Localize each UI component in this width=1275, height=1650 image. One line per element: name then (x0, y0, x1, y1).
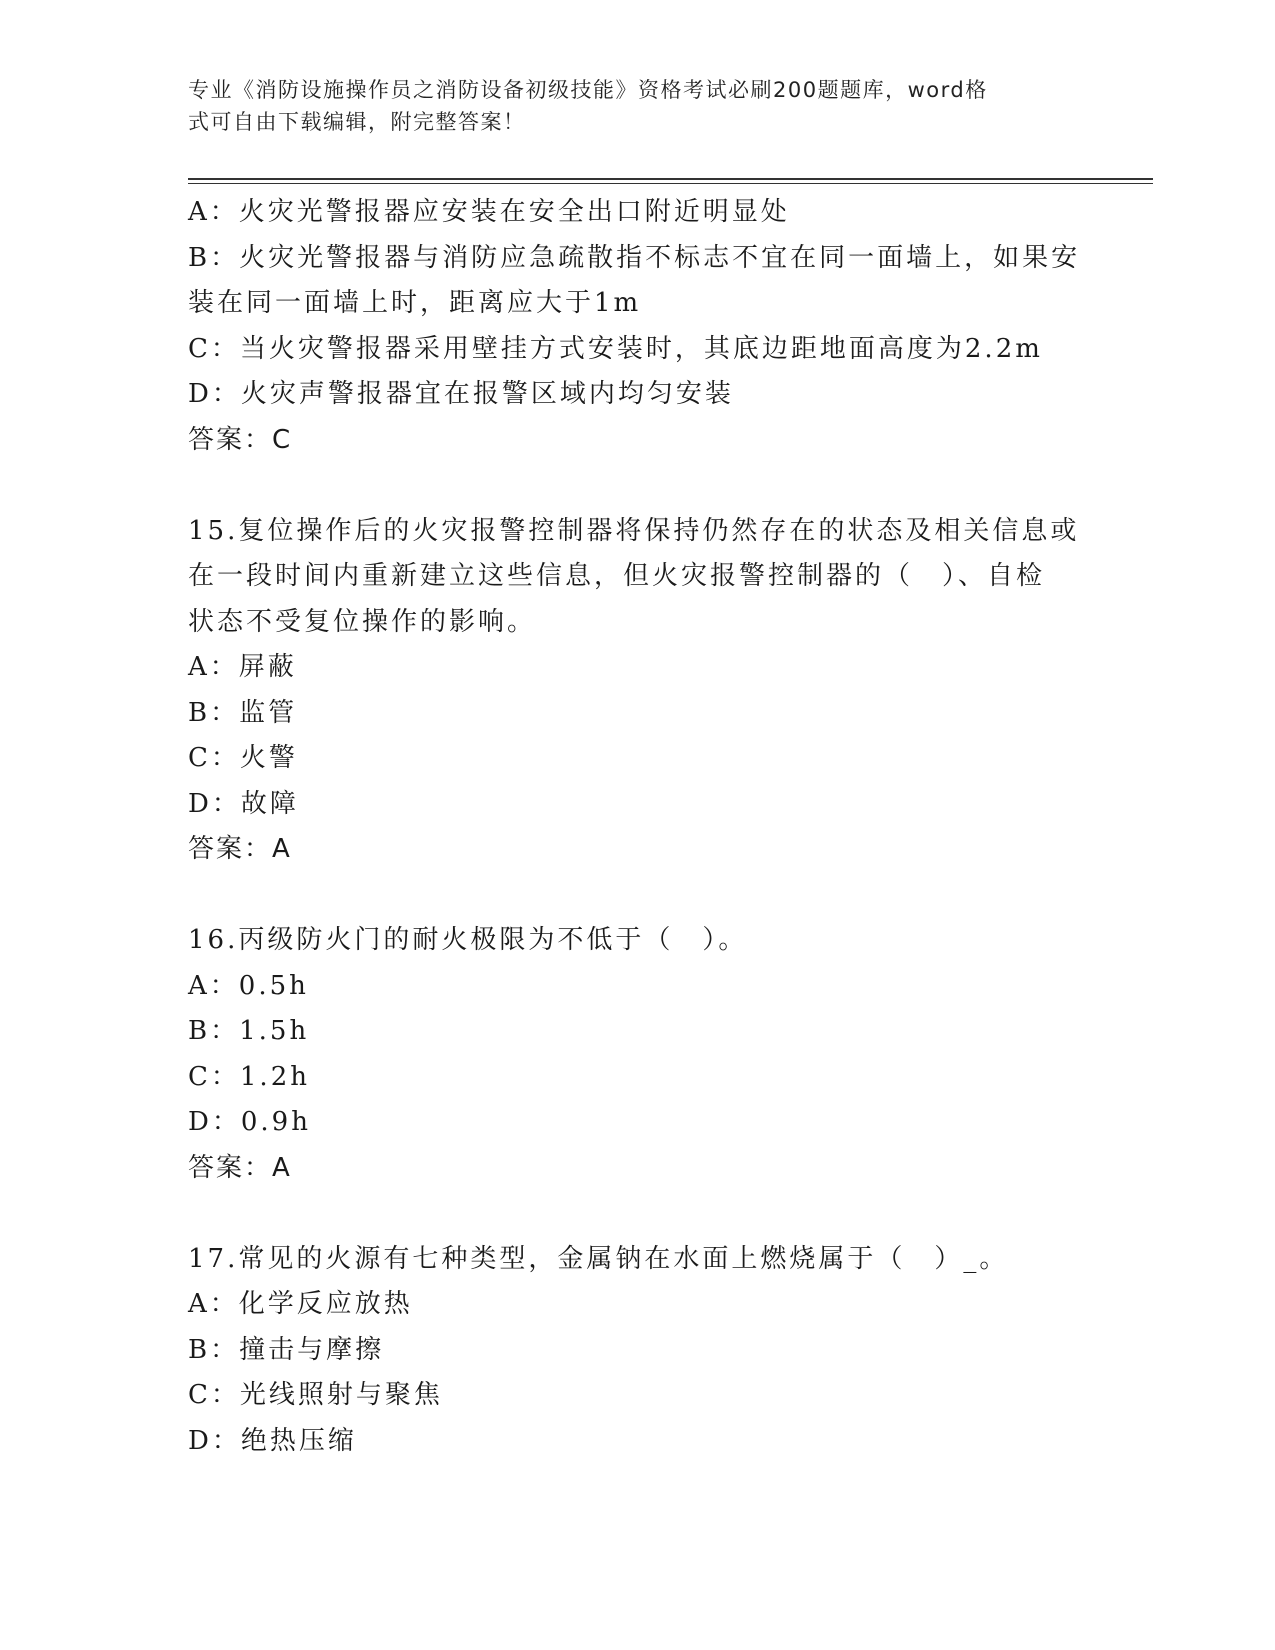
option-d: D：绝热压缩 (188, 1425, 357, 1456)
question-stem-line-3: 状态不受复位操作的影响。 (188, 606, 537, 637)
answer-label: 答案：A (188, 1152, 292, 1183)
option-b-line-1: B：火灾光警报器与消防应急疏散指不标志不宜在同一面墙上，如果安 (188, 242, 1081, 273)
question-stem: 17.常见的火源有七种类型，金属钠在水面上燃烧属于（ ）_。 (188, 1243, 1009, 1274)
option-c: C：火警 (188, 743, 298, 773)
question-content (188, 190, 1088, 1464)
option-a: A：化学反应放热 (188, 1289, 413, 1319)
question-17 (188, 1237, 1088, 1465)
option-a: A：火灾光警报器应安装在安全出口附近明显处 (188, 197, 790, 227)
option-c: C：当火灾警报器采用壁挂方式安装时，其底边距地面高度为2.2m (188, 333, 1043, 364)
option-c: C：光线照射与聚焦 (188, 1380, 443, 1410)
question-16 (188, 918, 1088, 1191)
spacer (188, 873, 1088, 919)
question-15 (188, 509, 1088, 873)
question-14 (188, 190, 1088, 463)
header-rule-thick (188, 178, 1153, 180)
question-stem: 16.丙级防火门的耐火极限为不低于（ ）。 (188, 925, 748, 955)
option-d: D：故障 (188, 788, 299, 819)
option-c: C：1.2h (188, 1061, 310, 1092)
header-rule-thin (188, 183, 1153, 184)
answer-label: 答案：C (188, 424, 293, 455)
spacer (188, 463, 1088, 509)
option-b: B：撞击与摩擦 (188, 1334, 385, 1365)
option-d: D：火灾声警报器宜在报警区域内均匀安装 (188, 379, 734, 409)
option-a: A：0.5h (188, 970, 309, 1001)
header-line-2: 式可自由下载编辑，附完整答案！ (188, 110, 526, 134)
answer-label: 答案：A (188, 834, 292, 864)
document-header (188, 74, 1068, 138)
question-stem-line-1: 15.复位操作后的火灾报警控制器将保持仍然存在的状态及相关信息或 (188, 515, 1080, 546)
option-b-line-2: 装在同一面墙上时，距离应大于1m (188, 288, 642, 318)
option-a: A：屏蔽 (188, 652, 297, 682)
question-stem-line-2: 在一段时间内重新建立这些信息，但火灾报警控制器的（ ）、自检 (188, 561, 1046, 591)
option-b: B：监管 (188, 697, 298, 728)
header-line-1: 专业《消防设施操作员之消防设备初级技能》资格考试必刷200题题库，word格 (188, 78, 988, 102)
spacer (188, 1191, 1088, 1237)
option-d: D：0.9h (188, 1107, 311, 1137)
option-b: B：1.5h (188, 1016, 310, 1046)
